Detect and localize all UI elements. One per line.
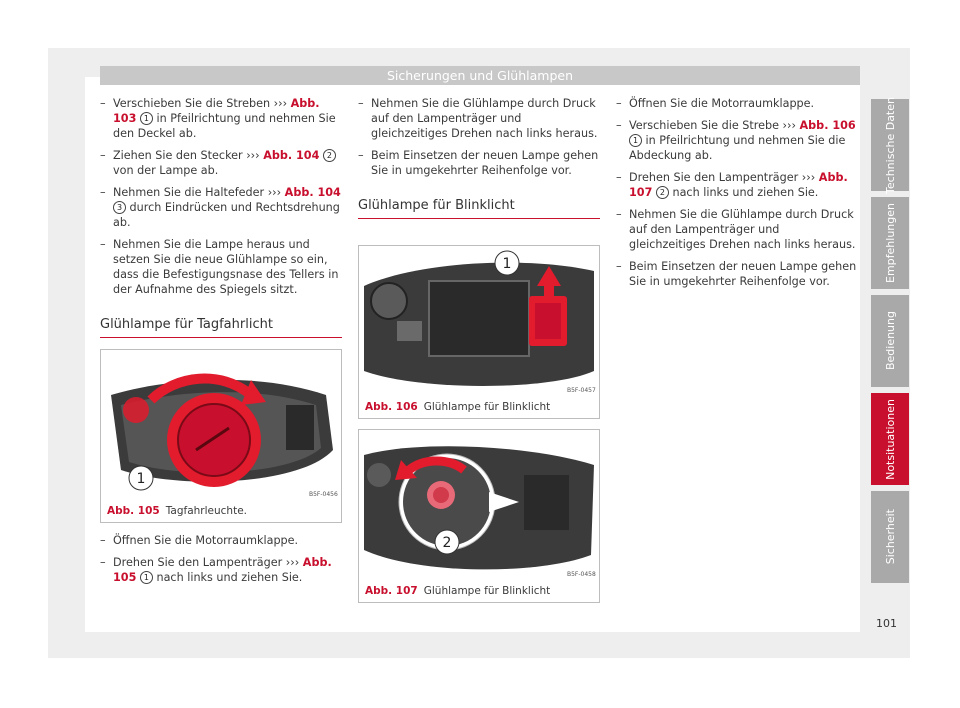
figure-code: B5F-0456 xyxy=(309,491,338,498)
figure-106-illustration xyxy=(359,246,599,396)
figure-reference-link[interactable]: Abb. 106 xyxy=(799,119,856,132)
figure-callout: 2 xyxy=(442,535,452,551)
tab-bedienung[interactable]: Bedienung xyxy=(871,295,909,387)
list-item: – Nehmen Sie die Glühlampe durch Druck auf den Lampenträger und gleichzeitiges Drehen nach links heraus. xyxy=(616,208,856,251)
list-item: – Nehmen Sie die Haltefeder ››› Abb. 104 3 durch Eindrücken und Rechtsdrehung ab. xyxy=(100,186,341,229)
page-number: 101 xyxy=(876,617,897,630)
list-item: – Verschieben Sie die Strebe ››› Abb. 106 1 in Pfeilrichtung und nehmen Sie die Abdeckung ab. xyxy=(616,119,856,162)
figure-reference-link[interactable]: Abb. 103 xyxy=(113,97,320,125)
callout-number: 1 xyxy=(629,134,642,147)
list-item: – Drehen Sie den Lampenträger ››› Abb. 107 2 nach links und ziehen Sie. xyxy=(616,171,848,199)
list-item: – Beim Einsetzen der neuen Lampe gehen Sie in umgekehrter Reihenfolge vor. xyxy=(616,260,857,288)
section-header: Sicherungen und Glühlampen xyxy=(100,66,860,85)
list-item: – Nehmen Sie die Glühlampe durch Druck auf den Lampenträger und gleichzeitiges Drehen nach links heraus. xyxy=(358,97,598,140)
list-item: – Ziehen Sie den Stecker ››› Abb. 104 2 von der Lampe ab. xyxy=(100,148,342,178)
column-3 xyxy=(616,96,858,296)
list-item: – Öffnen Sie die Motorraumklappe. xyxy=(616,97,815,110)
figure-107-illustration xyxy=(359,430,599,580)
figure-callout: 1 xyxy=(502,256,512,272)
callout-number: 1 xyxy=(140,112,153,125)
column-1 xyxy=(100,96,342,352)
figure-caption: Abb. 107 Glühlampe für Blinklicht xyxy=(365,585,551,597)
figure-caption: Abb. 106 Glühlampe für Blinklicht xyxy=(365,401,551,413)
list-item: – Öffnen Sie die Motorraumklappe. xyxy=(100,534,299,547)
figure-callout: 1 xyxy=(136,471,146,487)
callout-number: 3 xyxy=(113,201,126,214)
figure-reference-link[interactable]: Abb. 104 xyxy=(263,149,320,162)
tab-sicherheit[interactable]: Sicherheit xyxy=(871,491,909,583)
figure-code: B5F-0457 xyxy=(567,387,596,394)
figure-reference-link[interactable]: Abb. 105 xyxy=(113,556,332,584)
list-item: – Nehmen Sie die Lampe heraus und setzen Sie die neue Glühlampe so ein, dass die Befestigungsnase des Tellers in der Aufnahme des Spiegels sitzt. xyxy=(100,238,339,296)
section-heading-blinklicht: Glühlampe für Blinklicht xyxy=(358,198,600,219)
section-heading-tagfahrlicht: Glühlampe für Tagfahrlicht xyxy=(100,317,342,338)
figure-107 xyxy=(358,429,600,603)
tab-technische-daten[interactable]: Technische Daten xyxy=(871,99,909,191)
column-1-continued xyxy=(100,533,342,592)
callout-number: 2 xyxy=(323,149,336,162)
figure-reference-link[interactable]: Abb. 107 xyxy=(629,171,848,199)
figure-105-illustration xyxy=(101,350,341,500)
list-item: – Drehen Sie den Lampenträger ››› Abb. 105 1 nach links und ziehen Sie. xyxy=(100,556,332,584)
list-item: – Verschieben Sie die Streben ››› Abb. 103 1 in Pfeilrichtung und nehmen Sie den Deckel ab. xyxy=(100,97,336,140)
figure-caption: Abb. 105 Tagfahrleuchte. xyxy=(107,505,247,517)
list-item: – Beim Einsetzen der neuen Lampe gehen Sie in umgekehrter Reihenfolge vor. xyxy=(358,149,599,177)
callout-number: 1 xyxy=(140,571,153,584)
callout-number: 2 xyxy=(656,186,669,199)
tab-notsituationen[interactable]: Notsituationen xyxy=(871,393,909,485)
figure-reference-link[interactable]: Abb. 104 xyxy=(284,186,341,199)
tab-empfehlungen[interactable]: Empfehlungen xyxy=(871,197,909,289)
column-2 xyxy=(358,96,600,233)
figure-105 xyxy=(100,349,342,523)
figure-code: B5F-0458 xyxy=(567,571,596,578)
figure-106 xyxy=(358,245,600,419)
